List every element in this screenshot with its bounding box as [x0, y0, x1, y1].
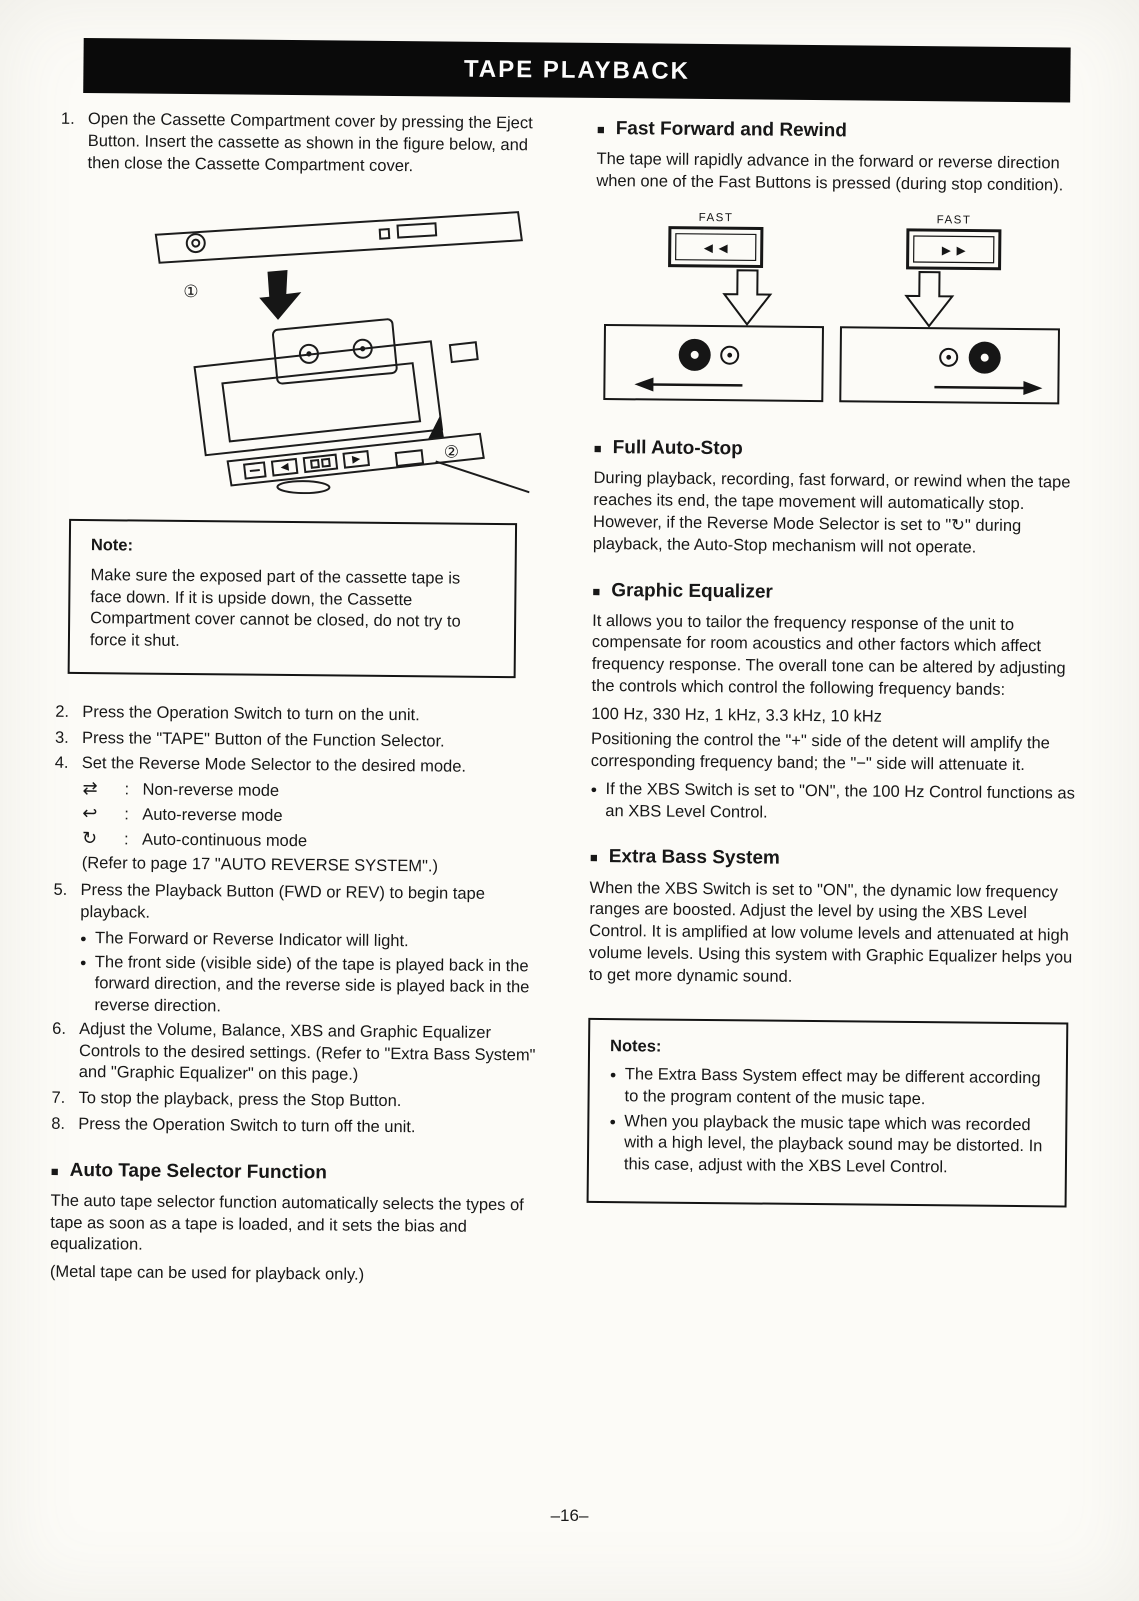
fast-label-left: FAST: [698, 211, 734, 224]
step-2-number: 2.: [55, 702, 70, 721]
step-1-text: Open the Cassette Compartment cover by pressing the Eject Button. Insert the cassette as shown in the figure below, and then close the Cassette Compartment cover.: [87, 110, 533, 175]
mode-label: Auto-reverse mode: [142, 805, 283, 825]
step-5-text: Press the Playback Button (FWD or REV) to begin tape playback.: [80, 881, 486, 922]
bullet-item: [79, 952, 539, 1022]
mode-auto-reverse: [82, 804, 540, 830]
fast-buttons-figure: [596, 207, 1082, 418]
down-arrow-right-icon: [906, 272, 953, 326]
xbs-body: When the XBS Switch is set to "ON", the dynamic low frequency ranges are boosted. Adjust the level by using the XBS Level Control. It is amplified at low volume levels and attenuated at high volume levels. Using this system with Graphic Equalizer helps you to get more dynamic sound.: [588, 878, 1073, 986]
step-6-text: Adjust the Volume, Balance, XBS and Graphic Equalizer Controls to the desired settings. (Refer to "Extra Bass System" and "Graphic Equalizer" on this page.): [78, 1019, 536, 1085]
section-fast-forward-rewind: [597, 116, 1083, 146]
forward-reels-icon: [940, 341, 1001, 374]
section-marker-icon: ■: [589, 850, 598, 866]
auto-reverse-reference: (Refer to page 17 "AUTO REVERSE SYSTEM".): [81, 854, 439, 876]
page-title: TAPE PLAYBACK: [463, 55, 691, 85]
section-heading: Graphic Equalizer: [611, 579, 773, 603]
bullet-text: The Extra Bass System effect may be different according to the program content of the music tape.: [624, 1065, 1041, 1109]
reverse-play-icon: [280, 463, 289, 472]
bullet-icon: ●: [609, 1115, 617, 1128]
step-8-number: 8.: [51, 1114, 66, 1133]
step-7-number: 7.: [51, 1088, 66, 1108]
callout2-arrow-icon: [428, 416, 444, 440]
step-4: [55, 753, 541, 779]
forward-play-icon: [352, 455, 361, 464]
step-2: [55, 702, 541, 728]
graphic-eq-bullet: [590, 779, 1076, 827]
forward-button-icon: ►►: [938, 241, 969, 260]
section-heading: Full Auto-Stop: [612, 437, 743, 460]
auto-stop-body: During playback, recording, fast forward, or rewind when the tape reaches its end, the tape movement will automatically stop. However, if the Reverse Mode Selector is set to "↻" during playback, the Auto-Stop mechanism will not operate.: [592, 469, 1071, 557]
bullet-item: [80, 928, 539, 954]
step-4-text: Set the Reverse Mode Selector to the desired mode.: [81, 754, 467, 777]
step-3: [55, 727, 541, 753]
section-heading: Auto Tape Selector Function: [69, 1159, 328, 1184]
top-slot: [380, 224, 437, 239]
deck-top-panel: [156, 209, 523, 267]
bullet-icon: ●: [609, 1069, 617, 1082]
auto-tape-note: (Metal tape can be used for playback only.): [49, 1262, 365, 1284]
step-7-text: To stop the playback, press the Stop Button.: [78, 1089, 402, 1111]
mode-label: Auto-continuous mode: [141, 830, 308, 850]
note-title: Note:: [90, 536, 134, 555]
frequency-bands: 100 Hz, 330 Hz, 1 kHz, 3.3 kHz, 10 kHz: [591, 704, 883, 726]
cassette-insert-figure: [77, 188, 546, 503]
step-8-text: Press the Operation Switch to turn off the unit.: [78, 1114, 416, 1137]
step-6: [52, 1019, 539, 1089]
bullet-icon: ●: [590, 783, 598, 796]
step-3-text: Press the "TAPE" Button of the Function Selector.: [81, 728, 445, 751]
section-marker-icon: ■: [596, 121, 605, 138]
step-3-number: 3.: [54, 728, 69, 747]
section-marker-icon: ■: [592, 583, 601, 599]
bullet-icon: ●: [80, 932, 87, 945]
mode-separator: :: [124, 780, 130, 799]
rewind-reels-icon: [679, 338, 739, 371]
auto-reverse-mode-icon: ↩: [82, 802, 98, 824]
section-marker-icon: ■: [50, 1163, 59, 1179]
mode-separator: :: [123, 830, 129, 849]
note-body: Make sure the exposed part of the cassette tape is face down. If it is upside down, the Cassette Compartment cover cannot be closed, do not try to force it shut.: [89, 565, 461, 651]
step-4-number: 4.: [54, 754, 69, 773]
step-8: [51, 1114, 537, 1140]
section-heading: Fast Forward and Rewind: [615, 118, 848, 142]
left-column: [50, 109, 547, 1294]
mode-auto-continuous: [82, 829, 540, 855]
right-column: [586, 114, 1083, 1299]
bullet-icon: ●: [79, 956, 87, 969]
note-box: [68, 519, 517, 678]
non-reverse-mode-icon: ⇄: [82, 778, 98, 799]
eject-button-icon: [187, 234, 205, 252]
ff-rw-body: The tape will rapidly advance in the forward or reverse direction when one of the Fast Buttons is pressed (during stop condition).: [596, 150, 1064, 195]
callout-2: ②: [443, 442, 460, 462]
auto-tape-body: The auto tape selector function automatically selects the types of tape as soon as a tape is loaded, and it sets the bias and equalization.: [50, 1191, 524, 1254]
section-extra-bass-system: [590, 844, 1076, 874]
step-1: [60, 109, 547, 179]
step-5-bullets: [79, 928, 539, 1021]
mode-separator: :: [124, 805, 129, 824]
fast-label-right: FAST: [936, 213, 972, 227]
auto-continuous-mode-icon: ↻: [81, 827, 98, 848]
callout-1: ①: [183, 282, 199, 302]
deck-foot: [277, 481, 329, 493]
insert-arrow-icon: [259, 270, 301, 320]
two-column-layout: [50, 109, 1084, 1300]
rewind-button-icon: ◄◄: [700, 239, 731, 257]
bullet-text: The front side (visible side) of the tape is played back in the forward direction, and the reverse side is played back in the reverse direction.: [94, 952, 530, 1016]
section-full-auto-stop: [594, 435, 1080, 465]
page-title-bar: [83, 38, 1070, 102]
bullet-text: If the XBS Switch is set to "ON", the 100 Hz Control functions as an XBS Level Control.: [605, 779, 1075, 822]
section-marker-icon: ■: [593, 441, 602, 457]
step-7: [51, 1088, 537, 1114]
mode-non-reverse: [82, 779, 540, 805]
notes-box: [587, 1018, 1069, 1207]
cassette-deck-illustration: [77, 188, 532, 496]
notes-title: Notes:: [609, 1037, 662, 1056]
fast-buttons-illustration: [596, 207, 1068, 412]
notes-bullet-item: [609, 1111, 1046, 1180]
section-auto-tape-selector: [51, 1157, 537, 1187]
bullet-text: When you playback the music tape which was recorded with a high level, the playback sound may be distorted. In this case, adjust with the XBS Level Control.: [623, 1111, 1043, 1177]
page-number: –16–: [550, 1506, 589, 1525]
tape-direction-left-icon: [634, 377, 742, 392]
graphic-eq-body-2: Positioning the control the "+" side of the detent will amplify the corresponding frequency band; the "−" side will attenuate it.: [590, 730, 1050, 775]
deck-base-edge: [435, 462, 529, 493]
step-6-number: 6.: [52, 1019, 67, 1038]
step-1-number: 1.: [60, 109, 75, 128]
mode-label: Non-reverse mode: [142, 780, 280, 801]
section-graphic-equalizer: [592, 577, 1078, 607]
transport-buttons: [244, 446, 423, 483]
reverse-mode-list: [82, 779, 541, 855]
graphic-eq-body-1: It allows you to tailor the frequency response of the unit to compensate for room acoustics and other factors which affect frequency response. The overall tone can be altered by adjusting the controls which control the following frequency bands:: [591, 611, 1066, 699]
bullet-text: The Forward or Reverse Indicator will light.: [95, 928, 409, 950]
tape-direction-right-icon: [934, 380, 1042, 395]
door-hinge-detail: [450, 343, 478, 363]
down-arrow-left-icon: [724, 270, 771, 324]
rewind-tape-box: [604, 325, 823, 401]
section-heading: Extra Bass System: [608, 846, 780, 870]
step-5-number: 5.: [53, 880, 68, 900]
step-5: [53, 880, 539, 928]
step-2-text: Press the Operation Switch to turn on the unit.: [82, 702, 420, 725]
notes-bullet-item: [609, 1064, 1045, 1112]
